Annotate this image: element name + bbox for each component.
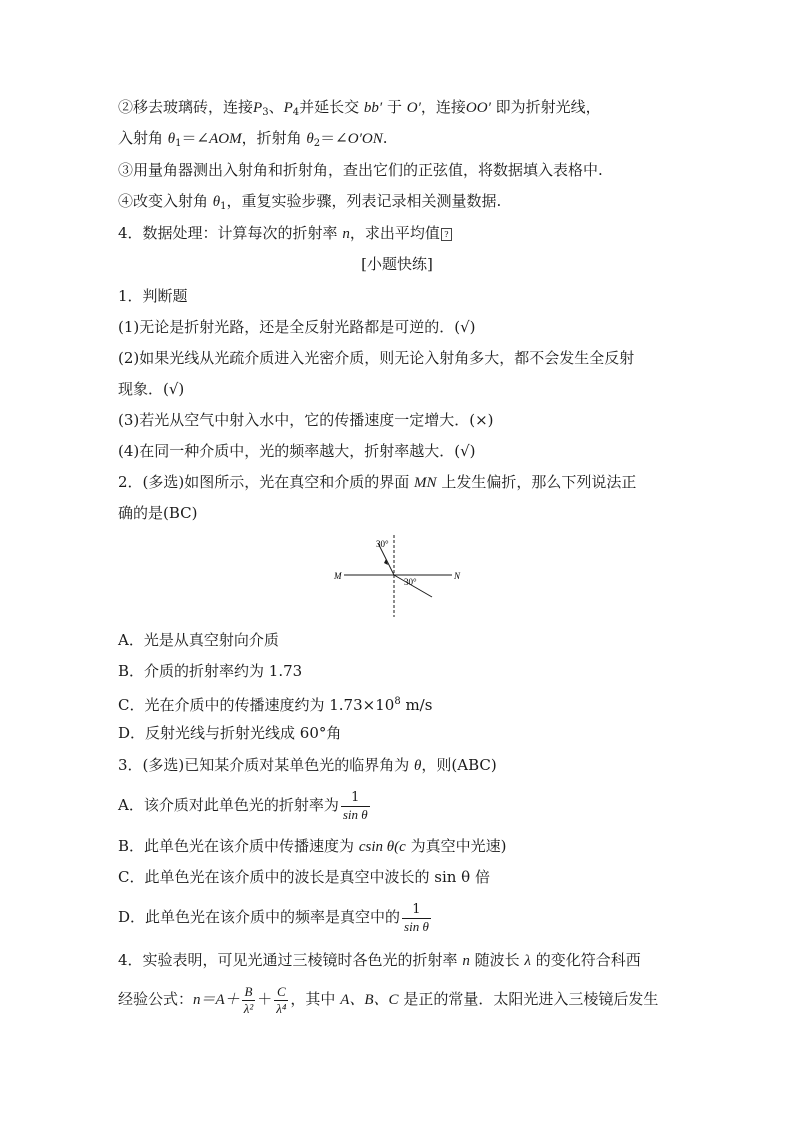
step2-line2 [118, 128, 387, 154]
q1-s1: (1)无论是折射光路，还是全反射光路都是可逆的．(√) [118, 318, 476, 336]
angle-bottom: 30° [404, 577, 417, 587]
q1-s3: (3)若光从空气中射入水中，它的传播速度一定增大．(×) [118, 411, 494, 429]
text: B．此单色光在该介质中传播速度为 [118, 837, 355, 855]
text: ，求出平均值 [349, 224, 440, 242]
text: ，其中 [290, 990, 336, 1008]
text: . [382, 129, 388, 147]
text: 2．(多选)如图所示，光在真空和介质的界面 [118, 473, 410, 491]
label-n: N [454, 571, 461, 581]
var-o: O′ [406, 100, 421, 116]
text: 4．数据处理：计算每次的折射率 [118, 224, 338, 242]
text: ＋ [257, 990, 273, 1008]
var-p4: P [283, 100, 293, 116]
text: 是正的常量．太阳光进入三棱镜后发生 [403, 990, 659, 1008]
var-n: n [342, 226, 350, 242]
q2-optD: D．反射光线与折射光线成 60°角 [118, 724, 342, 742]
step2-line1 [118, 97, 601, 123]
sub: 1 [175, 138, 182, 149]
frac-den: sin θ [404, 918, 429, 934]
sub: 4 [292, 107, 300, 118]
text: ，折射角 [241, 129, 302, 147]
var-c: c [399, 839, 406, 855]
q2-optA: A．光是从真空射向介质 [118, 631, 279, 649]
frac-num: 1 [341, 790, 370, 807]
text: 即为折射光线， [495, 98, 601, 116]
var-theta1: θ [167, 131, 176, 147]
text: D．此单色光在该介质中的频率是真空中的 [118, 908, 401, 926]
fraction [274, 984, 288, 1017]
q3-optC: C．此单色光在该介质中的波长是真空中波长的 sin θ 倍 [118, 868, 490, 886]
frac-num: B [242, 984, 256, 1001]
sub: 1 [220, 201, 227, 212]
text: ②移去玻璃砖，连接 [118, 98, 254, 116]
formula-lhs: n＝A＋ [193, 992, 240, 1008]
var-c: c [358, 839, 366, 855]
text: A．该介质对此单色光的折射率为 [118, 796, 339, 814]
frac-num: C [274, 984, 288, 1001]
q2-optC [118, 692, 432, 715]
text: 、 [268, 98, 284, 116]
q1-s4: (4)在同一种介质中，光的频率越大，折射率越大．(√) [118, 442, 476, 460]
q2-optB: B．介质的折射率约为 1.73 [118, 662, 303, 680]
text: 经验公式： [118, 990, 194, 1008]
text: 上发生偏折，那么下列说法正 [441, 473, 637, 491]
fraction [341, 790, 370, 823]
item4 [118, 223, 452, 244]
frac-den: sin θ [342, 806, 368, 822]
text: 3．(多选)已知某介质对某单色光的临界角为 [118, 756, 410, 774]
var-lambda: λ [524, 953, 531, 969]
fraction [242, 984, 256, 1017]
sub: 2 [313, 138, 321, 149]
placeholder-box-icon: ? [441, 228, 452, 241]
text: m/s [400, 696, 433, 714]
q4-line2 [118, 980, 658, 1019]
frac-num: 1 [402, 902, 431, 919]
q1-s2b: 现象．(√) [118, 380, 185, 398]
var-theta2: θ [306, 131, 314, 147]
q3-optB [118, 836, 506, 857]
var-n: n [462, 953, 470, 969]
section-title: [小题快练] [361, 255, 433, 273]
refraction-figure [330, 533, 470, 619]
text: sin θ( [365, 839, 400, 855]
frac-den: λ⁴ [276, 1000, 287, 1016]
text: ＝∠ [320, 129, 348, 147]
text: ，连接 [420, 98, 466, 116]
q2-line1 [118, 472, 636, 493]
var-oon: O′ON [347, 131, 383, 147]
text: 于 [386, 98, 402, 116]
q3-line1 [118, 755, 497, 776]
sub: 3 [262, 107, 269, 118]
q3-optA [118, 788, 372, 823]
q3-optD [118, 900, 433, 935]
text: 并延长交 [299, 98, 360, 116]
var-aom: AOM [209, 131, 242, 147]
text: ，则(ABC) [421, 756, 497, 774]
text: 随波长 [474, 951, 520, 969]
q1-title: 1．判断题 [118, 287, 188, 305]
angle-top: 30° [376, 539, 389, 549]
text: 的变化符合科西 [535, 951, 641, 969]
var-abc: A、B、C [340, 992, 399, 1008]
var-theta: θ [414, 758, 422, 774]
q4-line1 [118, 950, 641, 971]
fraction [402, 902, 431, 935]
text: 4．实验表明，可见光通过三棱镜时各色光的折射率 [118, 951, 458, 969]
frac-den: λ² [243, 1000, 254, 1016]
q1-s2a: (2)如果光线从光疏介质进入光密介质，则无论入射角多大，都不会发生全反射 [118, 349, 635, 367]
label-m: M [334, 571, 342, 581]
text: ＝∠ [181, 129, 210, 147]
sup: 8 [394, 696, 401, 707]
text: ④改变入射角 [118, 192, 209, 210]
var-mn: MN [414, 475, 437, 491]
step4 [118, 191, 501, 217]
text: C．光在介质中的传播速度约为 1.73×10 [118, 696, 395, 714]
text: 为真空中光速) [410, 837, 507, 855]
text: ，重复实验步骤，列表记录相关测量数据. [226, 192, 502, 210]
q2-line2: 确的是(BC) [118, 504, 198, 522]
step3: ③用量角器测出入射角和折射角，查出它们的正弦值，将数据填入表格中. [118, 161, 603, 179]
text: 入射角 [118, 129, 164, 147]
var-theta: θ [212, 194, 221, 210]
var-oo: OO′ [465, 100, 491, 116]
var-bb: bb′ [363, 100, 383, 116]
var-p3: P [253, 100, 263, 116]
